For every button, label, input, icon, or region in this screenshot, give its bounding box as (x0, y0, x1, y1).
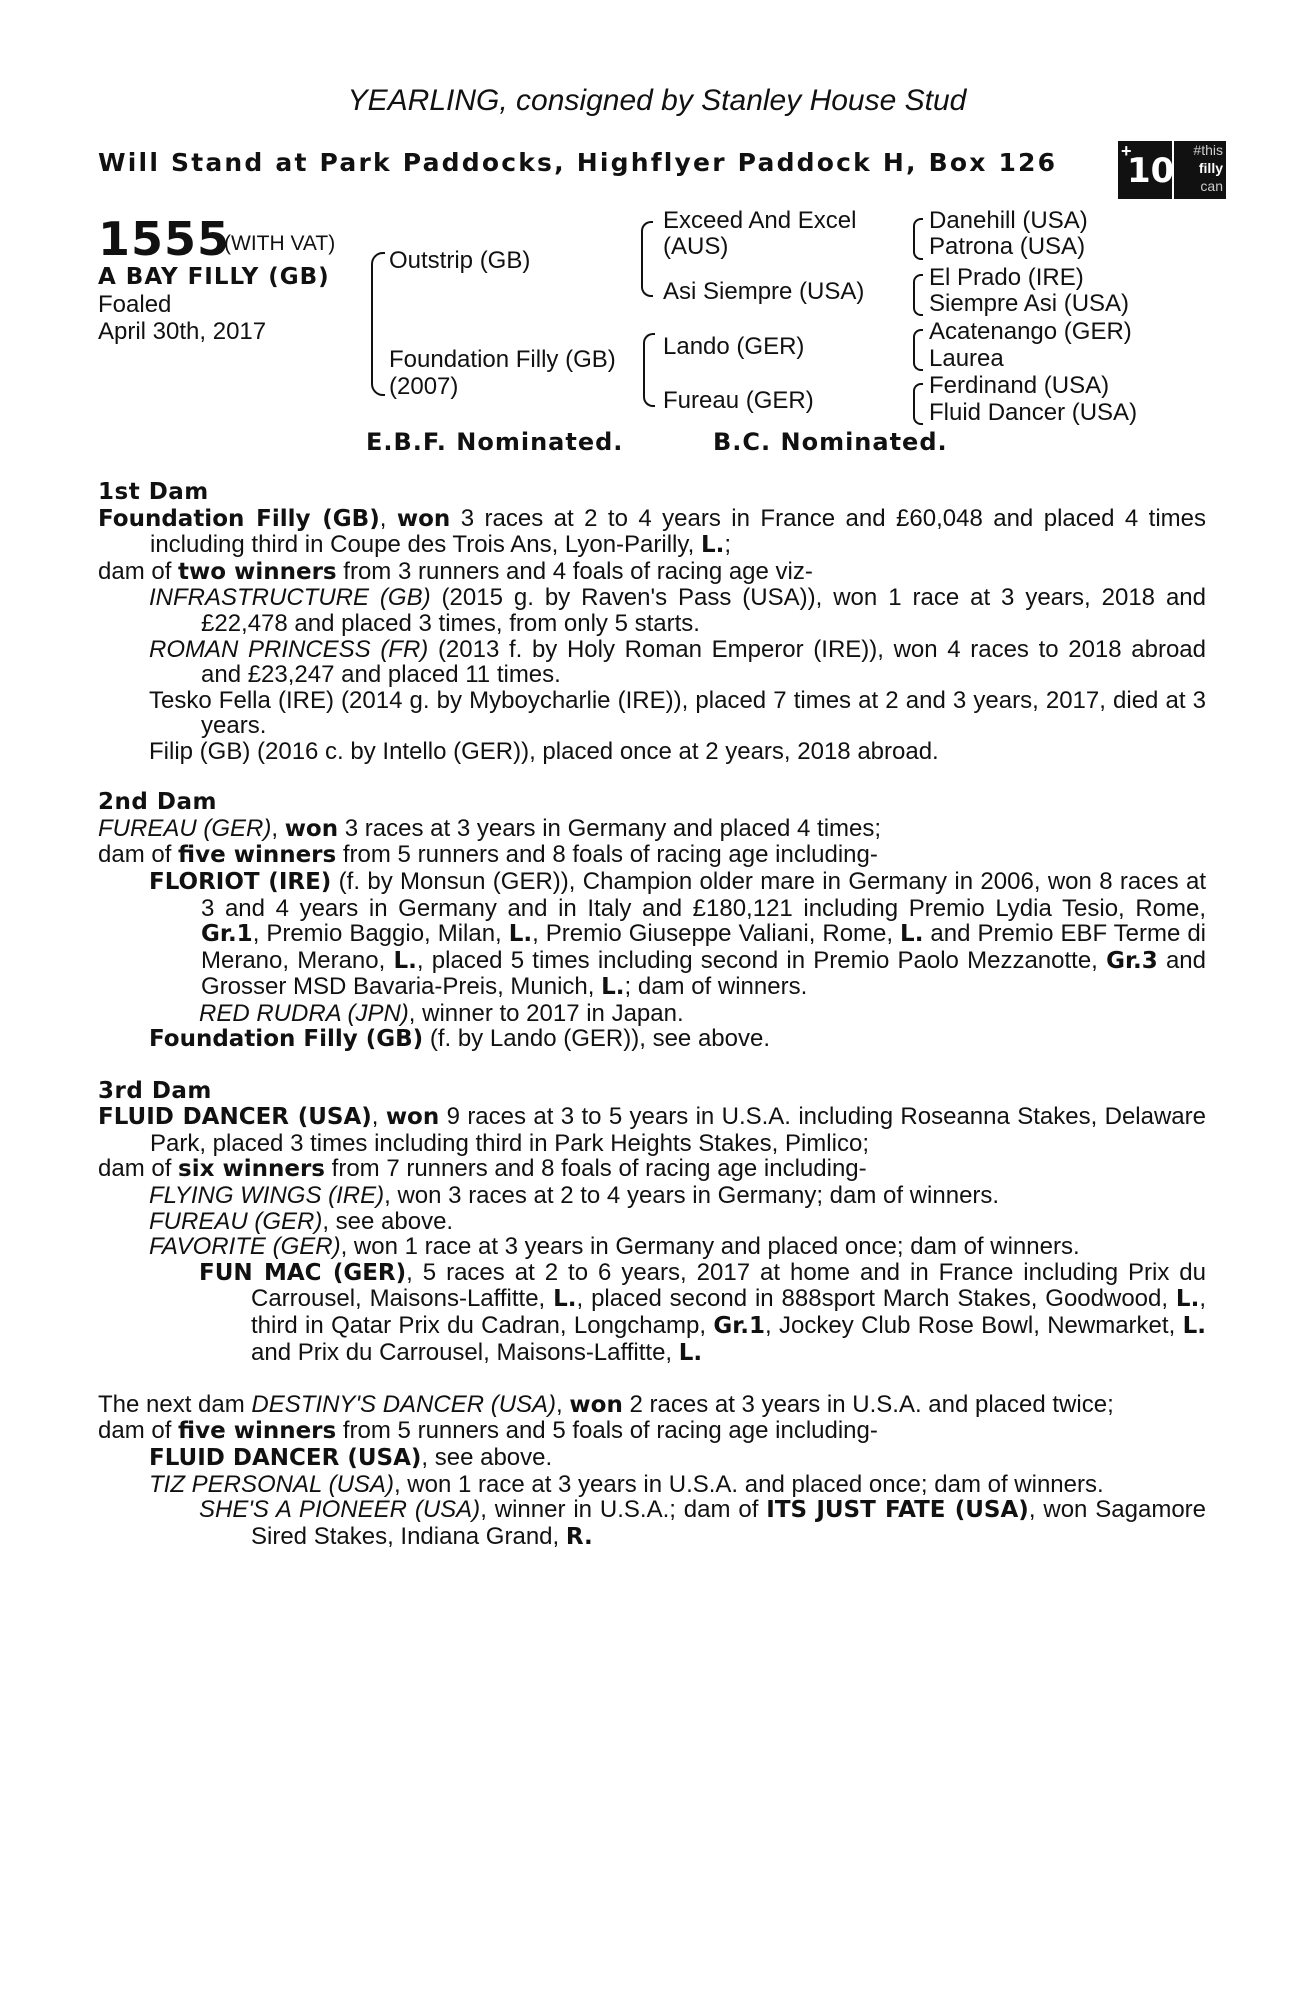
produce-text: , won 1 race at 3 years in U.S.A. and placed once; dam of winners. (393, 1470, 1104, 1498)
produce-item (98, 1183, 1206, 1209)
produce-name: ITS JUST FATE (USA) (766, 1497, 1029, 1524)
first-dam-heading: 1st Dam (98, 479, 209, 505)
produce-text: and Prix du Carrousel, Maisons-Laffitte, (251, 1338, 679, 1366)
foaled-label: Foaled (98, 291, 172, 318)
dam-year: (2007) (389, 373, 459, 400)
dam-sire-sire: Acatenango (GER) (929, 318, 1132, 345)
dam-dam-dam: Fluid Dancer (USA) (929, 399, 1138, 426)
winners-count: six winners (178, 1156, 325, 1183)
won-label: won (385, 1104, 440, 1131)
produce-item (98, 1026, 1206, 1053)
produce-item (98, 1234, 1206, 1260)
produce-name: Foundation Filly (GB) (149, 1026, 424, 1053)
produce-name: FUREAU (GER) (149, 1207, 323, 1235)
produce-name: FLUID DANCER (USA) (149, 1444, 422, 1471)
produce-name: TIZ PERSONAL (USA) (149, 1470, 394, 1498)
produce-text: , Premio Baggio, Milan, (252, 920, 509, 948)
logo-hashtag-3: can (1200, 178, 1223, 194)
produce-text: (f. by Lando (GER)), see above. (423, 1025, 770, 1053)
produce-text: , see above. (421, 1443, 553, 1471)
dam-of: dam of (98, 1155, 179, 1183)
sire-dam-dam: Siempre Asi (USA) (929, 290, 1130, 317)
produce-item (98, 1472, 1206, 1498)
brace-dam (643, 333, 655, 407)
produce-name: FLORIOT (IRE) (149, 868, 332, 895)
produce-summary: from 5 runners and 8 foals of racing age including- (336, 841, 878, 869)
third-dam-heading: 3rd Dam (98, 1077, 212, 1104)
third-dam-produce (98, 1156, 1206, 1183)
winners-count: five winners (178, 1418, 337, 1445)
third-dam-text: 9 races at 3 to 5 years in U.S.A. including Roseanna Stakes, Delaware Park, placed 3 times including third in Park Heights Stakes, Pimlico; (150, 1103, 1206, 1157)
produce-summary: from 5 runners and 5 foals of racing age including- (336, 1417, 878, 1445)
produce-item: Tesko Fella (IRE) (2014 g. by Myboycharlie (IRE)), placed 7 times at 2 and 3 years, 2017, died at 3 years. (149, 686, 1206, 740)
dam-dam-sire: Ferdinand (USA) (929, 372, 1110, 399)
vat-label: (WITH VAT) (224, 232, 336, 255)
produce-summary: from 7 runners and 8 foals of racing age including- (324, 1155, 867, 1183)
second-dam-heading: 2nd Dam (98, 789, 217, 816)
produce-text: , placed second in 888sport March Stakes, Goodwood, (576, 1285, 1176, 1313)
sire-sire-sire: Danehill (USA) (929, 207, 1088, 234)
next-dam-intro: The next dam (98, 1390, 252, 1418)
produce-name: FUN MAC (GER) (199, 1259, 407, 1286)
logo-plus: + (1121, 141, 1132, 161)
brace-1 (913, 218, 923, 260)
group-mark: Gr.1 (713, 1313, 766, 1339)
won-label: won (396, 505, 451, 532)
dam-of: dam of (98, 841, 179, 869)
produce-text: , won 1 race at 3 years in Germany and placed once; dam of winners. (340, 1233, 1080, 1261)
dam-sire: Lando (GER) (663, 333, 805, 360)
consignment-line: YEARLING, consigned by Stanley House Stud (347, 84, 967, 117)
sire-sire: Exceed And Excel (663, 207, 857, 234)
first-dam-name: Foundation Filly (GB) (98, 505, 380, 532)
produce-item (98, 1001, 1206, 1027)
listed-mark: L. (508, 921, 533, 948)
produce-text: , Jockey Club Rose Bowl, Newmarket, (765, 1312, 1183, 1339)
produce-item (98, 1260, 1206, 1366)
dam: Foundation Filly (GB) (389, 346, 616, 373)
dam-of: dam of (98, 557, 179, 585)
produce-text: ; dam of winners. (624, 973, 808, 1001)
listed-mark: L. (601, 974, 625, 1001)
produce-item (98, 869, 1206, 1001)
next-dam-produce (98, 1418, 1206, 1445)
produce-text: , winner in U.S.A.; dam of (480, 1496, 767, 1524)
separator: , (556, 1390, 570, 1418)
brace-2 (913, 274, 923, 316)
produce-name: SHE'S A PIONEER (USA) (199, 1496, 481, 1524)
horse-name: A BAY FILLY (GB) (98, 264, 330, 290)
catalogue-body (98, 480, 1206, 1550)
won-label: won (284, 815, 339, 842)
produce-text: , won 3 races at 2 to 4 years in Germany; dam of winners. (384, 1182, 1000, 1210)
listed-mark: L. (700, 532, 725, 559)
won-label: won (569, 1391, 623, 1418)
brace-sire (641, 221, 653, 297)
listed-mark: L. (900, 921, 924, 948)
produce-item: Filip (GB) (2016 c. by Intello (GER)), placed once at 2 years, 2018 abroad. (149, 737, 939, 765)
dam-dam: Fureau (GER) (663, 387, 814, 414)
restricted-mark: R. (565, 1523, 593, 1550)
produce-text: (2013 f. by Holy Roman Emperor (IRE)), won 4 races to 2018 abroad and £23,247 and placed 11 times. (201, 635, 1206, 689)
listed-mark: L. (1182, 1313, 1206, 1339)
stand-location: Will Stand at Park Paddocks, Highflyer Paddock H, Box 126 (98, 148, 1058, 177)
sire: Outstrip (GB) (389, 247, 531, 274)
produce-text: , won Sagamore Sired Stakes, Indiana Grand, (251, 1496, 1207, 1550)
produce-text: and Grosser MSD Bavaria-Preis, Munich, (201, 946, 1207, 1001)
produce-summary: from 3 runners and 4 foals of racing age viz- (336, 557, 813, 585)
brace-main (371, 252, 385, 396)
produce-text: , see above. (322, 1207, 454, 1235)
foaled-date: April 30th, 2017 (98, 318, 267, 345)
brace-4 (913, 383, 923, 425)
next-dam-text: 2 races at 3 years in U.S.A. and placed twice; (622, 1390, 1114, 1418)
produce-name: FAVORITE (GER) (149, 1233, 341, 1261)
winners-count: five winners (178, 842, 337, 869)
listed-mark: L. (1175, 1286, 1200, 1313)
produce-item (98, 585, 1206, 636)
first-dam-produce (98, 559, 1206, 586)
produce-name: INFRASTRUCTURE (GB) (149, 584, 431, 612)
produce-item (98, 637, 1206, 688)
produce-name: RED RUDRA (JPN) (199, 999, 409, 1027)
logo-hashtag-2: filly (1198, 160, 1223, 176)
dam-of: dam of (98, 1417, 179, 1445)
third-dam-record: FLUID DANCER (USA), won 9 races at 3 to 5 years in U.S.A. including Roseanna Stakes, Delaware Park, placed 3 times including third in Park Heights Stakes, Pimlico; (98, 1103, 1206, 1157)
first-dam-text: 3 races at 2 to 4 years in France and £60,048 and placed 4 times including third in Coupe des Trois Ans, Lyon-Parilly, (150, 504, 1207, 559)
first-dam-record: Foundation Filly (GB), won 3 races at 2 to 4 years in France and £60,048 and placed 4 times including third in Coupe des Trois Ans, Lyon-Parilly, L.; (98, 504, 1207, 559)
produce-item (98, 1445, 1206, 1472)
produce-name: ROMAN PRINCESS (FR) (149, 635, 429, 663)
third-dam-name: FLUID DANCER (USA) (98, 1104, 372, 1131)
group-mark: Gr.3 (1106, 947, 1158, 974)
sire-dam: Asi Siempre (USA) (663, 278, 865, 305)
produce-text: , placed 5 times including second in Premio Paolo Mezzanotte, (416, 946, 1107, 974)
second-dam-record: FUREAU (GER), won 3 races at 3 years in Germany and placed 4 times; (98, 814, 882, 842)
produce-text: , third in Qatar Prix du Cadran, Longchamp, (251, 1285, 1206, 1339)
produce-text: (f. by Monsun (GER)), Champion older mare in Germany in 2006, won 8 races at 3 and 4 years in Germany and in Italy and £180,121 including Premio Lydia Tesio, Rome, (201, 867, 1206, 922)
plus10-logo (1118, 141, 1226, 199)
second-dam-text: 3 races at 3 years in Germany and placed 4 times; (338, 814, 882, 842)
produce-text: , Premio Giuseppe Valiani, Rome, (532, 920, 901, 948)
logo-number: 10 (1127, 151, 1175, 191)
winners-count: two winners (178, 558, 337, 585)
produce-name: FLYING WINGS (IRE) (149, 1182, 385, 1210)
next-dam-record (98, 1392, 1206, 1419)
listed-mark: L. (678, 1339, 703, 1366)
dam-sire-dam: Laurea (929, 345, 1004, 372)
brace-3 (913, 329, 923, 371)
produce-text: , winner to 2017 in Japan. (408, 999, 684, 1027)
produce-text: and Premio EBF Terme di Merano, Merano, (201, 920, 1206, 974)
logo-hashtag-1: #this (1193, 142, 1223, 158)
sire-sire-dam: Patrona (USA) (929, 233, 1086, 260)
second-dam-name: FUREAU (GER) (98, 814, 272, 842)
ebf-nominated: E.B.F. Nominated. (366, 428, 624, 456)
produce-item (98, 1209, 1206, 1235)
lot-number: 1555 (98, 212, 231, 266)
sire-sire-country: (AUS) (663, 233, 729, 260)
bc-nominated: B.C. Nominated. (713, 428, 948, 456)
produce-item (98, 1497, 1206, 1550)
group-mark: Gr.1 (201, 921, 253, 948)
sire-dam-sire: El Prado (IRE) (929, 264, 1084, 291)
listed-mark: L. (553, 1286, 577, 1313)
text-end: ; (724, 531, 732, 559)
second-dam-produce (98, 842, 1206, 869)
listed-mark: L. (393, 947, 417, 974)
next-dam-name: DESTINY'S DANCER (USA) (251, 1390, 557, 1418)
produce-text: (2015 g. by Raven's Pass (USA)), won 1 race at 3 years, 2018 and £22,478 and placed 3 times, from only 5 starts. (201, 584, 1207, 637)
produce-text: , 5 races at 2 to 6 years, 2017 at home and in France including Prix du Carrousel, Maisons-Laffitte, (251, 1258, 1206, 1313)
